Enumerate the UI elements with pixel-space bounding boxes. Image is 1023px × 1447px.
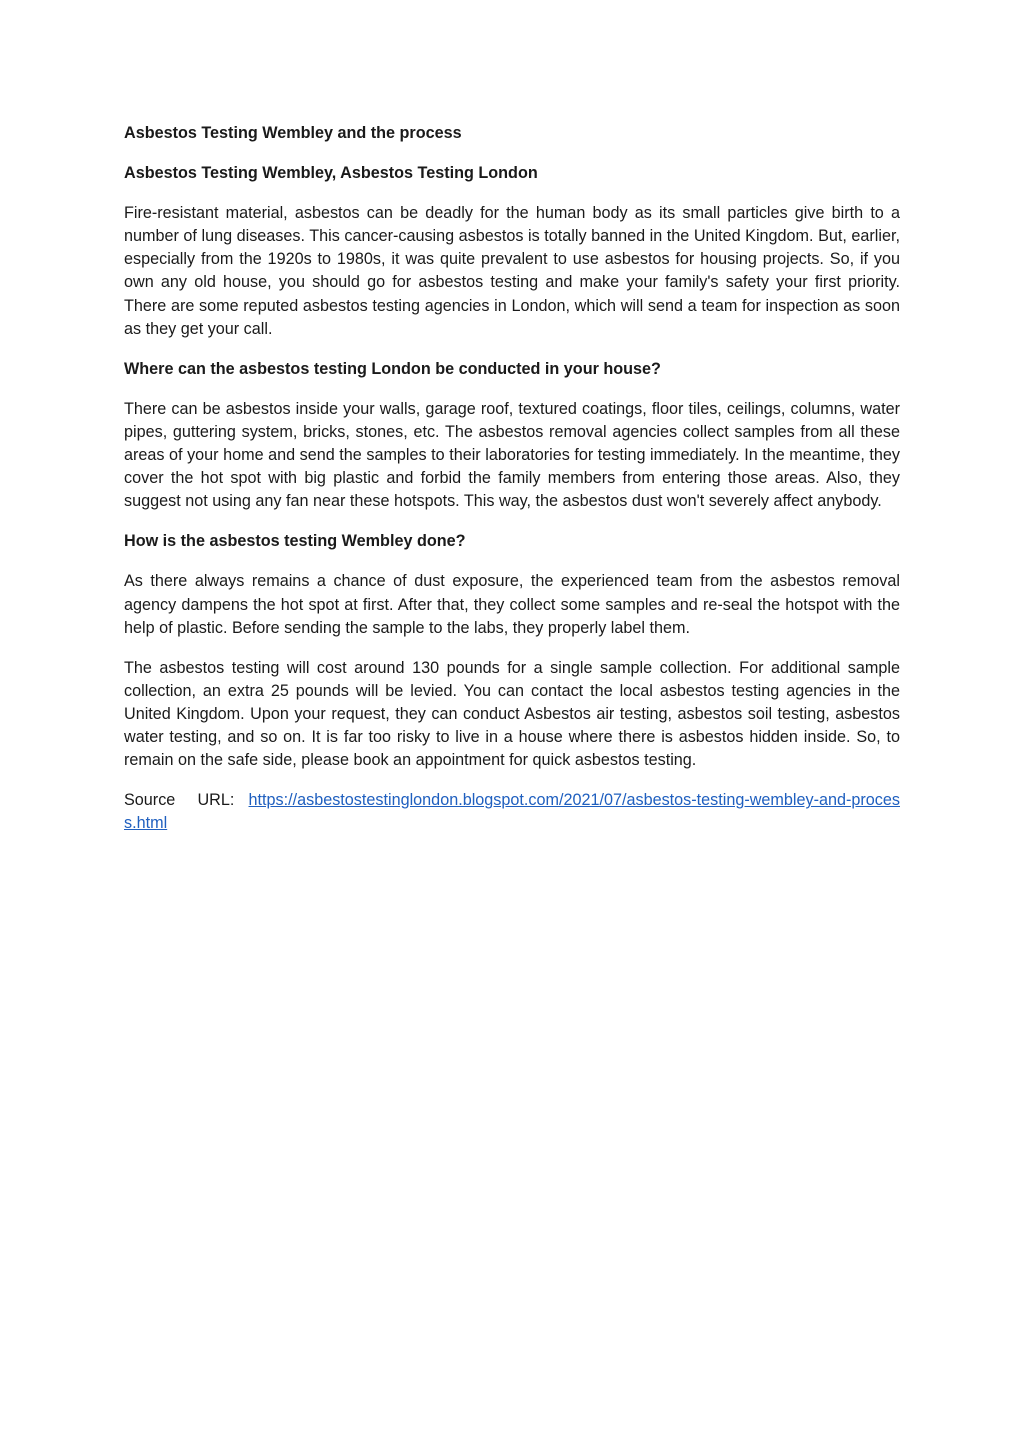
document-title: Asbestos Testing Wembley and the process [124,124,462,142]
section-heading-how: How is the asbestos testing Wembley done? [124,532,466,551]
document-body [124,122,900,835]
paragraph-how: As there always remains a chance of dust exposure, the experienced team from the asbestos removal agency dampens the hot spot at first. After that, they collect some samples and re-seal the hotspot with the help of plastic. Before sending the sample to the labs, they properly label them. [124,572,900,637]
paragraph-where: There can be asbestos inside your walls, garage roof, textured coatings, floor tiles, ceilings, columns, water pipes, guttering system, bricks, stones, etc. The asbestos removal agencies collect samples from all these areas of your home and send the samples to their laboratories for testing immediately. In the meantime, they cover the hot spot with big plastic and forbid the family members from entering those areas. Also, they suggest not using any fan near these hotspots. This way, the asbestos dust won't severely affect anybody. [124,399,900,511]
document-subtitle: Asbestos Testing Wembley, Asbestos Testing London [124,164,538,183]
paragraph-intro: Fire-resistant material, asbestos can be deadly for the human body as its small particles give birth to a number of lung diseases. This cancer-causing asbestos is totally banned in the United Kingdom. But, earlier, especially from the 1920s to 1980s, it was quite prevalent to use asbestos for housing projects. So, if you own any old house, you should go for asbestos testing and make your family's safety your first priority. There are some reputed asbestos testing agencies in London, which will send a team for inspection as soon as they get your call. [124,204,900,338]
source-line [124,789,900,835]
paragraph-cost: The asbestos testing will cost around 130 pounds for a single sample collection. For additional sample collection, an extra 25 pounds will be levied. You can contact the local asbestos testing agencies in the United Kingdom. Upon your request, they can conduct Asbestos air testing, asbestos soil testing, asbestos water testing, and so on. It is far too risky to live in a house where there is asbestos hidden inside. So, to remain on the safe side, please book an appointment for quick asbestos testing. [124,658,900,770]
section-heading-where: Where can the asbestos testing London be conducted in your house? [124,359,661,378]
source-link[interactable]: https://asbestostestinglondon.blogspot.com/2021/07/asbestos-testing-wembley-and-process.html [124,791,900,833]
source-label: Source URL: [124,791,235,810]
